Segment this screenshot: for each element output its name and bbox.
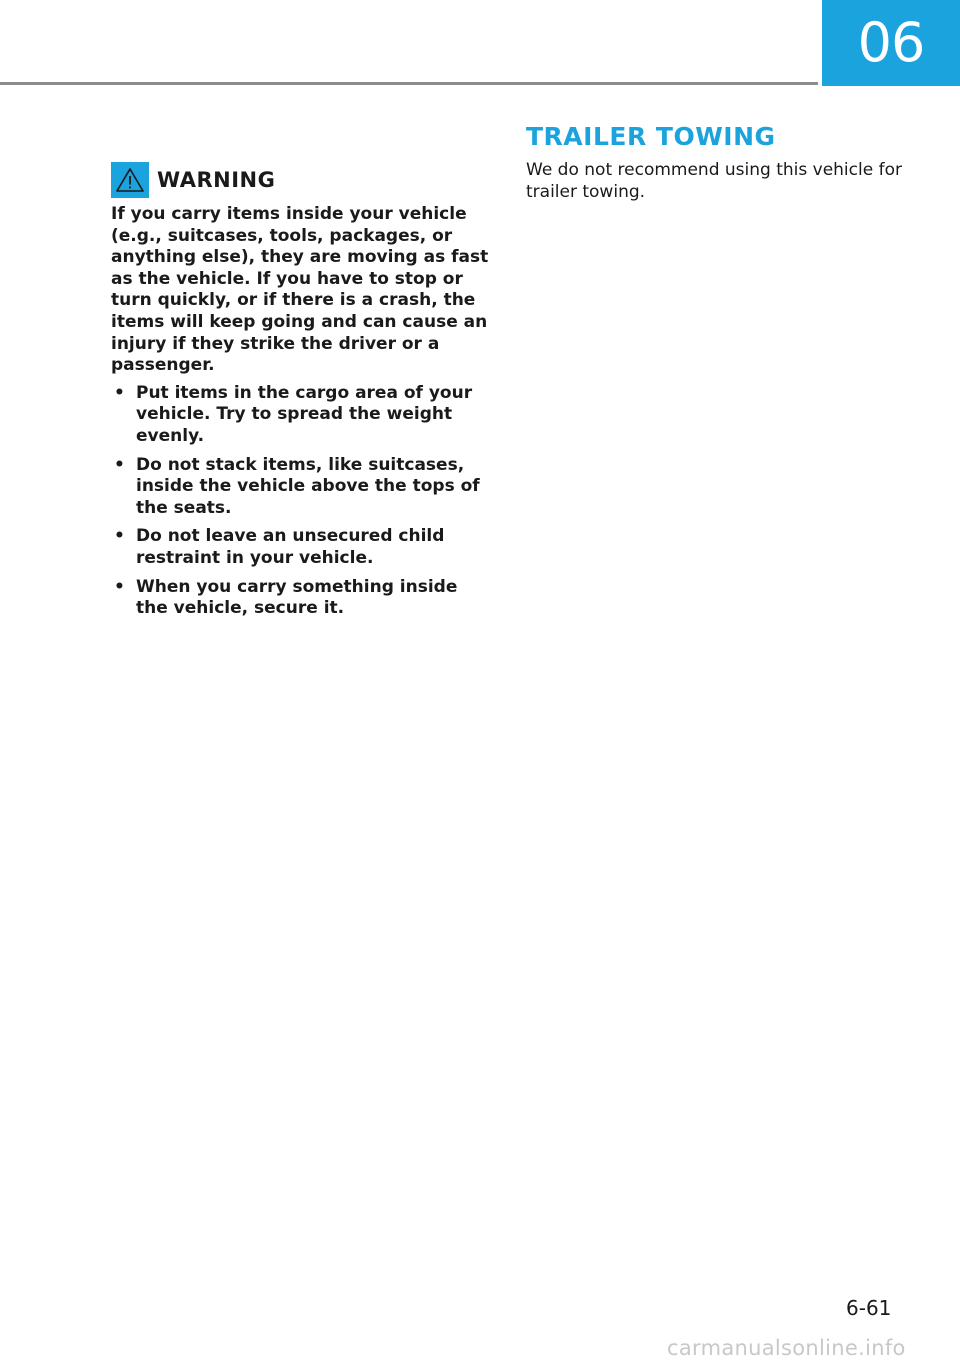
section-body: We do not recommend using this vehicle for trailer towing. (526, 160, 902, 202)
section-title: TRAILER TOWING (526, 122, 776, 151)
list-item (111, 526, 491, 569)
warning-triangle-icon (111, 162, 149, 198)
bullet-dot: • (114, 382, 125, 403)
list-item (111, 577, 491, 620)
list-item (111, 383, 491, 448)
warning-box (111, 162, 491, 627)
chapter-tab: 06 (822, 0, 960, 86)
page-number: 6-61 (846, 1296, 892, 1320)
bullet-dot: • (114, 454, 125, 475)
bullet-dot: • (114, 526, 125, 547)
header-rule (0, 82, 818, 85)
bullet-text: Do not stack items, like suitcases, inside the vehicle above the tops of the seats. (136, 454, 480, 518)
warning-bullet-list (111, 383, 491, 620)
warning-paragraph: If you carry items inside your vehicle (e.g., suitcases, tools, packages, or anything else), they are moving as fast as the vehicle. If you have to stop or turn quickly, or if there is a crash, the items will keep going and can cause an injury if they strike the driver or a passenger. (111, 204, 489, 376)
watermark: carmanualsonline.info (667, 1336, 906, 1360)
warning-header (111, 162, 491, 198)
bullet-text: Put items in the cargo area of your vehicle. Try to spread the weight evenly. (136, 382, 473, 446)
warning-label: WARNING (157, 168, 276, 192)
bullet-text: When you carry something inside the vehicle, secure it. (136, 576, 458, 619)
bullet-text: Do not leave an unsecured child restraint in your vehicle. (136, 526, 445, 568)
list-item (111, 455, 491, 520)
bullet-dot: • (114, 576, 125, 597)
